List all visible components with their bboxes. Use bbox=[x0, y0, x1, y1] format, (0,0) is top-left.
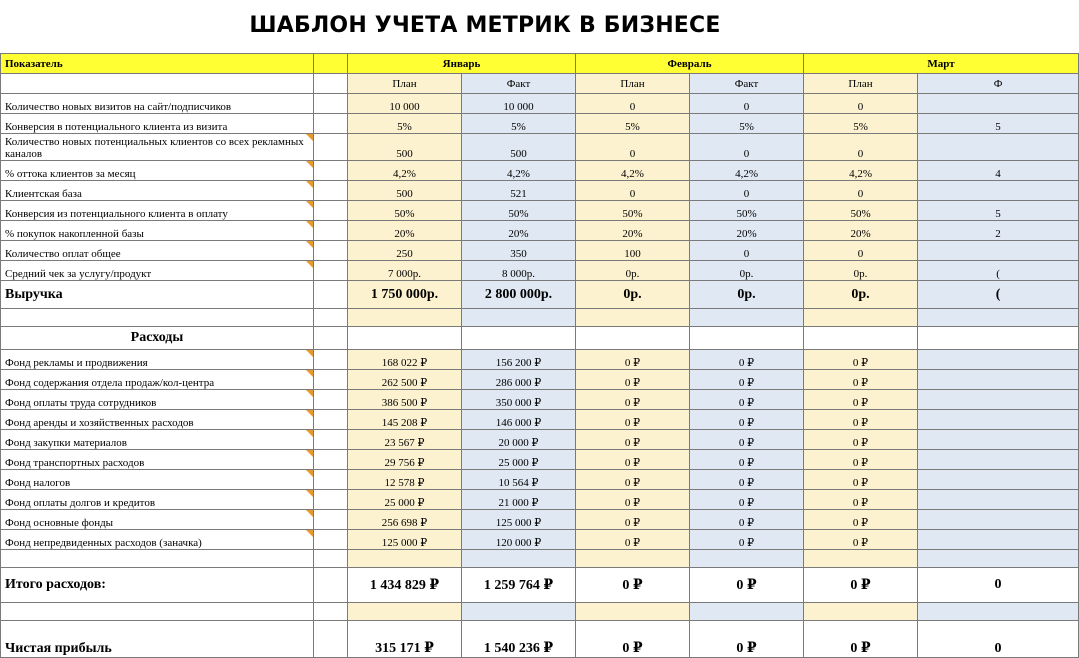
row-label[interactable]: Фонд основные фонды bbox=[1, 510, 314, 530]
value-cell[interactable]: 0 ₽ bbox=[804, 370, 918, 390]
expense-row bbox=[1, 470, 1079, 490]
value-cell[interactable]: 521 bbox=[462, 181, 576, 201]
value-cell[interactable]: 0 bbox=[804, 241, 918, 261]
value-cell[interactable]: 50% bbox=[348, 201, 462, 221]
value-cell[interactable]: 0 ₽ bbox=[576, 370, 690, 390]
row-label[interactable]: Клиентская база bbox=[1, 181, 314, 201]
value-cell[interactable] bbox=[690, 309, 804, 327]
row-label[interactable]: Фонд аренды и хозяйственных расходов bbox=[1, 410, 314, 430]
plan-header[interactable]: План bbox=[348, 74, 462, 94]
fact-header[interactable]: Факт bbox=[690, 74, 804, 94]
value-cell[interactable]: 1 540 236 ₽ bbox=[462, 621, 576, 658]
value-cell[interactable]: 350 000 ₽ bbox=[462, 390, 576, 410]
row-label[interactable]: Количество новых потенциальных клиентов со всех рекламных каналов bbox=[1, 134, 314, 161]
value-cell[interactable]: 315 171 ₽ bbox=[348, 621, 462, 658]
spacer-cell[interactable] bbox=[314, 530, 348, 550]
value-cell[interactable] bbox=[348, 327, 462, 350]
value-cell[interactable]: 5% bbox=[804, 114, 918, 134]
spacer-cell[interactable] bbox=[314, 114, 348, 134]
value-cell[interactable]: 0 ₽ bbox=[804, 490, 918, 510]
comment-marker-icon bbox=[306, 181, 313, 188]
value-cell[interactable] bbox=[918, 94, 1079, 114]
revenue-label[interactable]: Выручка bbox=[1, 281, 314, 309]
value-cell[interactable]: 100 bbox=[576, 241, 690, 261]
value-cell[interactable]: 120 000 ₽ bbox=[462, 530, 576, 550]
value-cell[interactable]: 4,2% bbox=[804, 161, 918, 181]
value-cell[interactable]: 10 000 bbox=[348, 94, 462, 114]
value-cell[interactable]: 50% bbox=[462, 201, 576, 221]
value-cell[interactable]: 500 bbox=[462, 134, 576, 161]
value-cell[interactable]: 0 ₽ bbox=[804, 470, 918, 490]
section-heading[interactable]: Расходы bbox=[1, 327, 314, 350]
row-label[interactable]: % оттока клиентов за месяц bbox=[1, 161, 314, 181]
value-cell[interactable] bbox=[918, 390, 1079, 410]
value-cell[interactable]: 156 200 ₽ bbox=[462, 350, 576, 370]
value-cell[interactable]: 0 ₽ bbox=[690, 410, 804, 430]
row-label[interactable] bbox=[1, 603, 314, 621]
value-cell[interactable] bbox=[690, 603, 804, 621]
value-cell[interactable]: 0 ₽ bbox=[576, 621, 690, 658]
value-cell[interactable]: 1 259 764 ₽ bbox=[462, 568, 576, 603]
value-cell[interactable]: 0 bbox=[804, 181, 918, 201]
value-cell[interactable]: 0 ₽ bbox=[576, 430, 690, 450]
value-cell[interactable] bbox=[918, 490, 1079, 510]
value-cell[interactable]: 0 bbox=[576, 94, 690, 114]
value-cell[interactable]: 0 ₽ bbox=[804, 530, 918, 550]
row-label[interactable] bbox=[1, 550, 314, 568]
spacer-cell[interactable] bbox=[314, 430, 348, 450]
value-cell[interactable]: 145 208 ₽ bbox=[348, 410, 462, 430]
value-cell[interactable]: 20% bbox=[804, 221, 918, 241]
value-cell[interactable]: 0 ₽ bbox=[576, 450, 690, 470]
month-header-row bbox=[1, 54, 1079, 74]
value-cell[interactable]: 4,2% bbox=[690, 161, 804, 181]
spacer-cell[interactable] bbox=[314, 261, 348, 281]
value-cell[interactable]: 286 000 ₽ bbox=[462, 370, 576, 390]
spacer-cell[interactable] bbox=[314, 350, 348, 370]
value-cell[interactable]: 0 ₽ bbox=[690, 370, 804, 390]
spacer-cell[interactable] bbox=[314, 327, 348, 350]
spacer-cell[interactable] bbox=[314, 470, 348, 490]
value-cell[interactable]: 0 ₽ bbox=[804, 568, 918, 603]
value-cell[interactable] bbox=[690, 327, 804, 350]
value-cell[interactable]: 0 ₽ bbox=[804, 390, 918, 410]
expense-row bbox=[1, 370, 1079, 390]
spacer-cell[interactable] bbox=[314, 181, 348, 201]
value-cell[interactable] bbox=[348, 550, 462, 568]
value-cell[interactable] bbox=[462, 309, 576, 327]
value-cell[interactable] bbox=[918, 327, 1079, 350]
net-profit-row bbox=[1, 621, 1079, 658]
value-cell[interactable]: 0 ₽ bbox=[576, 390, 690, 410]
row-label[interactable]: Конверсия в потенциального клиента из визита bbox=[1, 114, 314, 134]
spacer-cell[interactable] bbox=[314, 281, 348, 309]
value-cell[interactable]: 0 bbox=[918, 621, 1079, 658]
value-cell[interactable] bbox=[918, 410, 1079, 430]
value-cell[interactable]: 7 000р. bbox=[348, 261, 462, 281]
value-cell[interactable]: 5% bbox=[462, 114, 576, 134]
value-cell[interactable]: 4,2% bbox=[576, 161, 690, 181]
page-title: ШАБЛОН УЧЕТА МЕТРИК В БИЗНЕСЕ bbox=[249, 13, 721, 38]
value-cell[interactable]: ( bbox=[918, 281, 1079, 309]
value-cell[interactable]: 256 698 ₽ bbox=[348, 510, 462, 530]
value-cell[interactable]: 20% bbox=[576, 221, 690, 241]
value-cell[interactable] bbox=[576, 550, 690, 568]
row-label[interactable]: Количество новых визитов на сайт/подписчиков bbox=[1, 94, 314, 114]
value-cell[interactable]: 12 578 ₽ bbox=[348, 470, 462, 490]
spacer-cell[interactable] bbox=[314, 241, 348, 261]
value-cell[interactable]: 0р. bbox=[804, 261, 918, 281]
spacer-cell[interactable] bbox=[314, 490, 348, 510]
comment-marker-icon bbox=[306, 201, 313, 208]
row-label[interactable]: Фонд налогов bbox=[1, 470, 314, 490]
value-cell[interactable]: 50% bbox=[690, 201, 804, 221]
value-cell[interactable] bbox=[462, 603, 576, 621]
metric-row bbox=[1, 94, 1079, 114]
metric-row bbox=[1, 134, 1079, 161]
value-cell[interactable]: 50% bbox=[576, 201, 690, 221]
value-cell[interactable]: 0 ₽ bbox=[576, 510, 690, 530]
value-cell[interactable] bbox=[462, 550, 576, 568]
value-cell[interactable] bbox=[918, 181, 1079, 201]
comment-marker-icon bbox=[306, 390, 313, 397]
comment-marker-icon bbox=[306, 241, 313, 248]
row-label[interactable]: Фонд транспортных расходов bbox=[1, 450, 314, 470]
value-cell[interactable]: 0 ₽ bbox=[690, 390, 804, 410]
value-cell[interactable]: 250 bbox=[348, 241, 462, 261]
value-cell[interactable] bbox=[804, 550, 918, 568]
fact-header[interactable]: Факт bbox=[462, 74, 576, 94]
metrics-table bbox=[0, 53, 1079, 658]
value-cell[interactable] bbox=[690, 550, 804, 568]
spacer-cell[interactable] bbox=[314, 568, 348, 603]
spacer-cell[interactable] bbox=[314, 54, 348, 74]
value-cell[interactable]: 0 ₽ bbox=[576, 490, 690, 510]
value-cell[interactable]: ( bbox=[918, 261, 1079, 281]
plan-header[interactable]: План bbox=[576, 74, 690, 94]
value-cell[interactable] bbox=[804, 327, 918, 350]
value-cell[interactable]: 125 000 ₽ bbox=[462, 510, 576, 530]
value-cell[interactable] bbox=[918, 450, 1079, 470]
blank-row bbox=[1, 550, 1079, 568]
value-cell[interactable]: 0р. bbox=[804, 281, 918, 309]
empty-cell[interactable] bbox=[1, 74, 314, 94]
spacer-cell[interactable] bbox=[314, 221, 348, 241]
value-cell[interactable]: 29 756 ₽ bbox=[348, 450, 462, 470]
value-cell[interactable]: 0р. bbox=[576, 281, 690, 309]
comment-marker-icon bbox=[306, 450, 313, 457]
value-cell[interactable]: 0 ₽ bbox=[690, 568, 804, 603]
value-cell[interactable] bbox=[918, 530, 1079, 550]
metric-row bbox=[1, 241, 1079, 261]
comment-marker-icon bbox=[306, 430, 313, 437]
spacer-cell[interactable] bbox=[314, 134, 348, 161]
comment-marker-icon bbox=[306, 490, 313, 497]
value-cell[interactable]: 1 750 000р. bbox=[348, 281, 462, 309]
indicator-header[interactable]: Показатель bbox=[1, 54, 314, 74]
value-cell[interactable]: 350 bbox=[462, 241, 576, 261]
plan-header[interactable]: План bbox=[804, 74, 918, 94]
value-cell[interactable]: 0 ₽ bbox=[804, 410, 918, 430]
expense-row bbox=[1, 450, 1079, 470]
total-expenses-label[interactable]: Итого расходов: bbox=[1, 568, 314, 603]
comment-marker-icon bbox=[306, 470, 313, 477]
value-cell[interactable]: 0 bbox=[690, 134, 804, 161]
value-cell[interactable]: 0 ₽ bbox=[804, 450, 918, 470]
value-cell[interactable]: 0 ₽ bbox=[804, 430, 918, 450]
row-label[interactable]: Конверсия из потенциального клиента в оплату bbox=[1, 201, 314, 221]
fact-header[interactable]: Ф bbox=[918, 74, 1079, 94]
blank-row bbox=[1, 309, 1079, 327]
value-cell[interactable]: 0 ₽ bbox=[690, 530, 804, 550]
value-cell[interactable]: 20% bbox=[348, 221, 462, 241]
value-cell[interactable]: 20% bbox=[690, 221, 804, 241]
spacer-cell[interactable] bbox=[314, 450, 348, 470]
value-cell[interactable]: 500 bbox=[348, 134, 462, 161]
spacer-cell[interactable] bbox=[314, 370, 348, 390]
metric-row bbox=[1, 221, 1079, 241]
value-cell[interactable]: 0 ₽ bbox=[576, 470, 690, 490]
value-cell[interactable]: 1 434 829 ₽ bbox=[348, 568, 462, 603]
expense-row bbox=[1, 410, 1079, 430]
value-cell[interactable]: 5% bbox=[576, 114, 690, 134]
row-label[interactable]: Средний чек за услугу/продукт bbox=[1, 261, 314, 281]
row-label[interactable]: Фонд оплаты труда сотрудников bbox=[1, 390, 314, 410]
value-cell[interactable] bbox=[918, 370, 1079, 390]
value-cell[interactable]: 21 000 ₽ bbox=[462, 490, 576, 510]
value-cell[interactable]: 0 ₽ bbox=[690, 510, 804, 530]
value-cell[interactable]: 0 ₽ bbox=[690, 450, 804, 470]
row-label[interactable]: Фонд рекламы и продвижения bbox=[1, 350, 314, 370]
spacer-cell[interactable] bbox=[314, 161, 348, 181]
month-header-february[interactable]: Февраль bbox=[576, 54, 804, 74]
value-cell[interactable]: 125 000 ₽ bbox=[348, 530, 462, 550]
total-expenses-row bbox=[1, 568, 1079, 603]
metric-row bbox=[1, 161, 1079, 181]
spacer-cell[interactable] bbox=[314, 94, 348, 114]
expense-row bbox=[1, 530, 1079, 550]
value-cell[interactable]: 0 bbox=[804, 134, 918, 161]
spacer-cell[interactable] bbox=[314, 74, 348, 94]
value-cell[interactable]: 0 ₽ bbox=[576, 568, 690, 603]
spacer-cell[interactable] bbox=[314, 510, 348, 530]
expense-row bbox=[1, 430, 1079, 450]
value-cell[interactable]: 0 ₽ bbox=[576, 530, 690, 550]
value-cell[interactable] bbox=[576, 327, 690, 350]
row-label[interactable]: Фонд оплаты долгов и кредитов bbox=[1, 490, 314, 510]
spacer-cell[interactable] bbox=[314, 390, 348, 410]
value-cell[interactable] bbox=[804, 603, 918, 621]
value-cell[interactable] bbox=[348, 309, 462, 327]
spacer-cell[interactable] bbox=[314, 603, 348, 621]
value-cell[interactable]: 0 ₽ bbox=[804, 350, 918, 370]
value-cell[interactable]: 23 567 ₽ bbox=[348, 430, 462, 450]
value-cell[interactable]: 2 800 000р. bbox=[462, 281, 576, 309]
value-cell[interactable]: 0 ₽ bbox=[690, 490, 804, 510]
value-cell[interactable]: 0 bbox=[690, 181, 804, 201]
value-cell[interactable]: 0 bbox=[804, 94, 918, 114]
comment-marker-icon bbox=[306, 161, 313, 168]
value-cell[interactable]: 0 bbox=[576, 181, 690, 201]
value-cell[interactable] bbox=[918, 603, 1079, 621]
value-cell[interactable] bbox=[804, 309, 918, 327]
value-cell[interactable]: 0р. bbox=[690, 261, 804, 281]
row-label[interactable]: Фонд закупки материалов bbox=[1, 430, 314, 450]
month-header-january[interactable]: Январь bbox=[348, 54, 576, 74]
month-header-march[interactable]: Март bbox=[804, 54, 1079, 74]
value-cell[interactable] bbox=[348, 603, 462, 621]
metric-row bbox=[1, 181, 1079, 201]
row-label[interactable]: Фонд непредвиденных расходов (заначка) bbox=[1, 530, 314, 550]
expense-row bbox=[1, 490, 1079, 510]
value-cell[interactable]: 0р. bbox=[690, 281, 804, 309]
revenue-row bbox=[1, 281, 1079, 309]
value-cell[interactable]: 0 bbox=[690, 94, 804, 114]
value-cell[interactable]: 10 000 bbox=[462, 94, 576, 114]
value-cell[interactable]: 500 bbox=[348, 181, 462, 201]
value-cell[interactable]: 2 bbox=[918, 221, 1079, 241]
value-cell[interactable]: 0 ₽ bbox=[576, 350, 690, 370]
row-label[interactable]: % покупок накопленной базы bbox=[1, 221, 314, 241]
value-cell[interactable] bbox=[918, 134, 1079, 161]
spacer-cell[interactable] bbox=[314, 201, 348, 221]
value-cell[interactable]: 146 000 ₽ bbox=[462, 410, 576, 430]
value-cell[interactable]: 0 ₽ bbox=[690, 350, 804, 370]
value-cell[interactable]: 168 022 ₽ bbox=[348, 350, 462, 370]
plan-fact-row bbox=[1, 74, 1079, 94]
value-cell[interactable]: 0 bbox=[576, 134, 690, 161]
value-cell[interactable]: 5% bbox=[348, 114, 462, 134]
expenses-heading-row bbox=[1, 327, 1079, 350]
value-cell[interactable]: 4 bbox=[918, 161, 1079, 181]
metric-row bbox=[1, 261, 1079, 281]
expense-row bbox=[1, 510, 1079, 530]
table-body bbox=[1, 54, 1079, 658]
spacer-cell[interactable] bbox=[314, 410, 348, 430]
value-cell[interactable]: 20% bbox=[462, 221, 576, 241]
value-cell[interactable]: 20 000 ₽ bbox=[462, 430, 576, 450]
blank-row bbox=[1, 603, 1079, 621]
value-cell[interactable]: 0 bbox=[690, 241, 804, 261]
value-cell[interactable]: 0 ₽ bbox=[690, 430, 804, 450]
value-cell[interactable] bbox=[462, 327, 576, 350]
value-cell[interactable]: 4,2% bbox=[462, 161, 576, 181]
spreadsheet bbox=[0, 53, 1003, 656]
comment-marker-icon bbox=[306, 410, 313, 417]
value-cell[interactable]: 0 ₽ bbox=[804, 510, 918, 530]
value-cell[interactable]: 5 bbox=[918, 201, 1079, 221]
value-cell[interactable] bbox=[918, 430, 1079, 450]
comment-marker-icon bbox=[306, 370, 313, 377]
value-cell[interactable]: 25 000 ₽ bbox=[462, 450, 576, 470]
value-cell[interactable] bbox=[918, 470, 1079, 490]
value-cell[interactable]: 0 ₽ bbox=[576, 410, 690, 430]
comment-marker-icon bbox=[306, 134, 313, 141]
comment-marker-icon bbox=[306, 261, 313, 268]
net-profit-label[interactable]: Чистая прибыль bbox=[1, 621, 314, 658]
value-cell[interactable]: 0р. bbox=[576, 261, 690, 281]
metric-row bbox=[1, 201, 1079, 221]
metric-row bbox=[1, 114, 1079, 134]
row-label[interactable]: Количество оплат общее bbox=[1, 241, 314, 261]
comment-marker-icon bbox=[306, 510, 313, 517]
value-cell[interactable]: 5% bbox=[690, 114, 804, 134]
value-cell[interactable]: 8 000р. bbox=[462, 261, 576, 281]
value-cell[interactable] bbox=[576, 603, 690, 621]
row-label[interactable]: Фонд содержания отдела продаж/кол-центра bbox=[1, 370, 314, 390]
comment-marker-icon bbox=[306, 530, 313, 537]
value-cell[interactable]: 262 500 ₽ bbox=[348, 370, 462, 390]
value-cell[interactable] bbox=[918, 550, 1079, 568]
row-label[interactable] bbox=[1, 309, 314, 327]
value-cell[interactable]: 5 bbox=[918, 114, 1079, 134]
value-cell[interactable] bbox=[918, 309, 1079, 327]
comment-marker-icon bbox=[306, 350, 313, 357]
value-cell[interactable]: 10 564 ₽ bbox=[462, 470, 576, 490]
value-cell[interactable] bbox=[576, 309, 690, 327]
value-cell[interactable] bbox=[918, 510, 1079, 530]
value-cell[interactable]: 0 bbox=[918, 568, 1079, 603]
value-cell[interactable]: 0 ₽ bbox=[690, 621, 804, 658]
value-cell[interactable] bbox=[918, 350, 1079, 370]
value-cell[interactable]: 0 ₽ bbox=[804, 621, 918, 658]
value-cell[interactable]: 50% bbox=[804, 201, 918, 221]
value-cell[interactable]: 0 ₽ bbox=[690, 470, 804, 490]
spacer-cell[interactable] bbox=[314, 550, 348, 568]
expense-row bbox=[1, 350, 1079, 370]
value-cell[interactable] bbox=[918, 241, 1079, 261]
spacer-cell[interactable] bbox=[314, 309, 348, 327]
value-cell[interactable]: 25 000 ₽ bbox=[348, 490, 462, 510]
comment-marker-icon bbox=[306, 221, 313, 228]
expense-row bbox=[1, 390, 1079, 410]
spacer-cell[interactable] bbox=[314, 621, 348, 658]
value-cell[interactable]: 4,2% bbox=[348, 161, 462, 181]
value-cell[interactable]: 386 500 ₽ bbox=[348, 390, 462, 410]
